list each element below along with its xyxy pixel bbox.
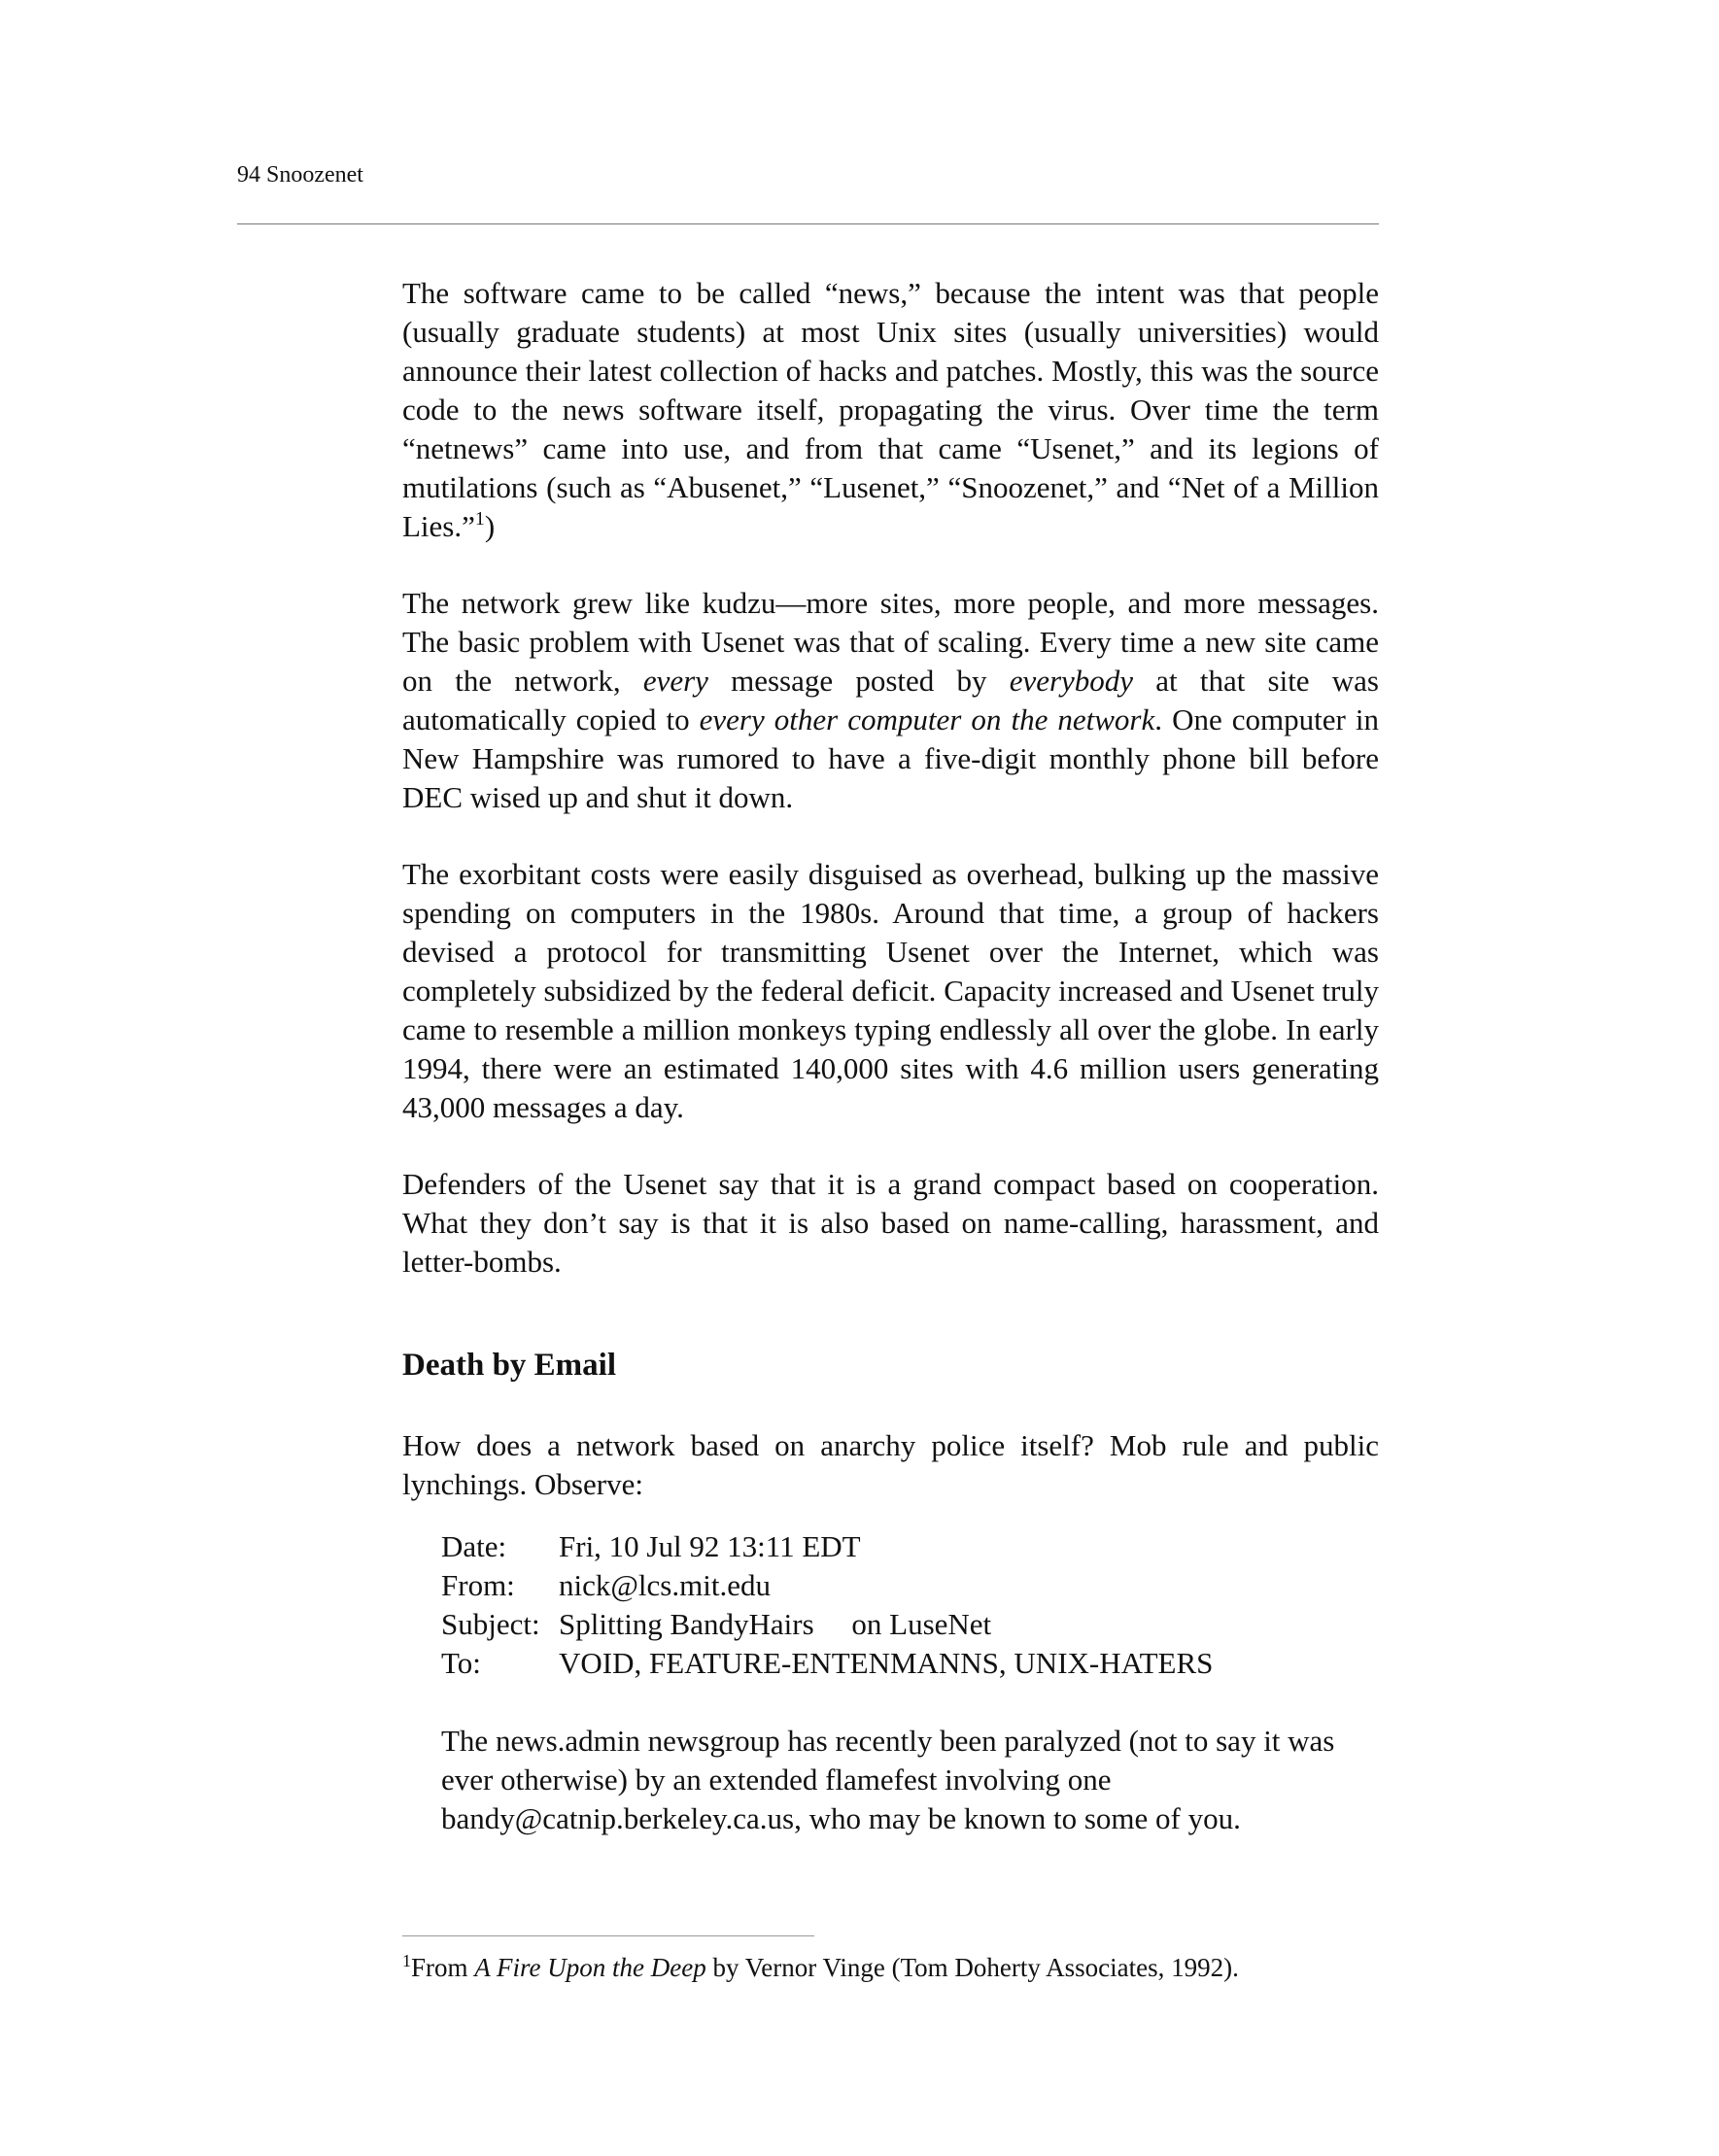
emphasis-every-other-computer: every other computer on the network — [699, 702, 1155, 736]
footnote-book-title: A Fire Upon the Deep — [474, 1953, 706, 1982]
footnote-reference[interactable]: 1 — [474, 508, 485, 530]
main-content — [402, 274, 1379, 1838]
header-label: From: — [441, 1568, 515, 1602]
footnote-rule — [402, 1935, 814, 1936]
paragraph-defenders: Defenders of the Usenet say that it is a grand compact based on cooperation. What they don’t say is that it is also based on name-calling, harassment, and letter-bombs. — [402, 1167, 1379, 1279]
email-header-date — [441, 1527, 1379, 1566]
header-value: nick@lcs.mit.edu — [559, 1568, 771, 1602]
paragraph-text-closing: ) — [484, 509, 496, 543]
footnote-text: From — [411, 1953, 475, 1982]
email-headers — [441, 1527, 1379, 1683]
paragraph-text: . One computer in New Hampshire was rumored to have a five-digit monthly phone bill before DEC wised up and shut it down. — [402, 702, 1379, 814]
paragraph-scaling — [402, 584, 1379, 817]
emphasis-everybody: everybody — [1009, 664, 1134, 698]
paragraph-costs: The exorbitant costs were easily disguised as overhead, bulking up the massive spending on computers in the 1980s. Around that time, a group of hackers devised a protocol for transmitting Usenet over the Internet, which was completely subsidized by the federal deficit. Capacity increased and Usenet truly came to resemble a million monkeys typing endlessly all over the globe. In early 1994, there were an estimated 140,000 sites with 4.6 million users generating 43,000 messages a day. — [402, 857, 1379, 1124]
header-label: Date: — [441, 1529, 507, 1563]
section-intro: How does a network based on anarchy police itself? Mob rule and public lynchings. Observe: — [402, 1428, 1379, 1501]
paragraph-text: at that site was automatically copied to — [402, 664, 1379, 736]
header-value: Fri, 10 Jul 92 13:11 EDT — [559, 1529, 861, 1563]
emphasis-every: every — [642, 664, 708, 698]
paragraph-text: The network grew like kudzu—more sites, more people, and more messages. The basic problem with Usenet was that of scaling. Every time a new site came on the network, — [402, 586, 1379, 698]
email-header-to — [441, 1644, 1379, 1683]
header-rule — [237, 223, 1379, 224]
paragraph-news-origin — [402, 274, 1379, 546]
header-label: To: — [441, 1646, 481, 1680]
section-heading: Death by Email — [402, 1348, 617, 1383]
header-value: Splitting BandyHairs on LuseNet — [559, 1607, 992, 1641]
header-value: VOID, FEATURE-ENTENMANNS, UNIX-HATERS — [559, 1646, 1214, 1680]
header-label: Subject: — [441, 1607, 540, 1641]
footnote — [402, 1951, 1379, 1984]
running-head: 94 Snoozenet — [237, 162, 363, 188]
paragraph-text: message posted by — [707, 664, 1010, 698]
email-header-from — [441, 1566, 1379, 1605]
email-body: The news.admin newsgroup has recently been paralyzed (not to say it was ever otherwise) by an extended flamefest involving one bandy@catnip.berkeley.ca.us, who may be known to some of you. — [441, 1724, 1335, 1835]
footnote-text: by Vernor Vinge (Tom Doherty Associates, 1992). — [705, 1953, 1239, 1982]
paragraph-text: The software came to be called “news,” because the intent was that people (usually graduate students) at most Unix sites (usually universities) would announce their latest collection of hacks and patches. Mostly, this was the source code to the news software itself, propagating the virus. Over time the term “netnews” came into use, and from that came “Usenet,” and its legions of mutilations (such as “Abusenet,” “Lusenet,” “Snoozenet,” and “Net of a Million Lies.” — [402, 276, 1379, 543]
email-header-subject — [441, 1605, 1379, 1644]
footnote-marker: 1 — [402, 1951, 411, 1970]
